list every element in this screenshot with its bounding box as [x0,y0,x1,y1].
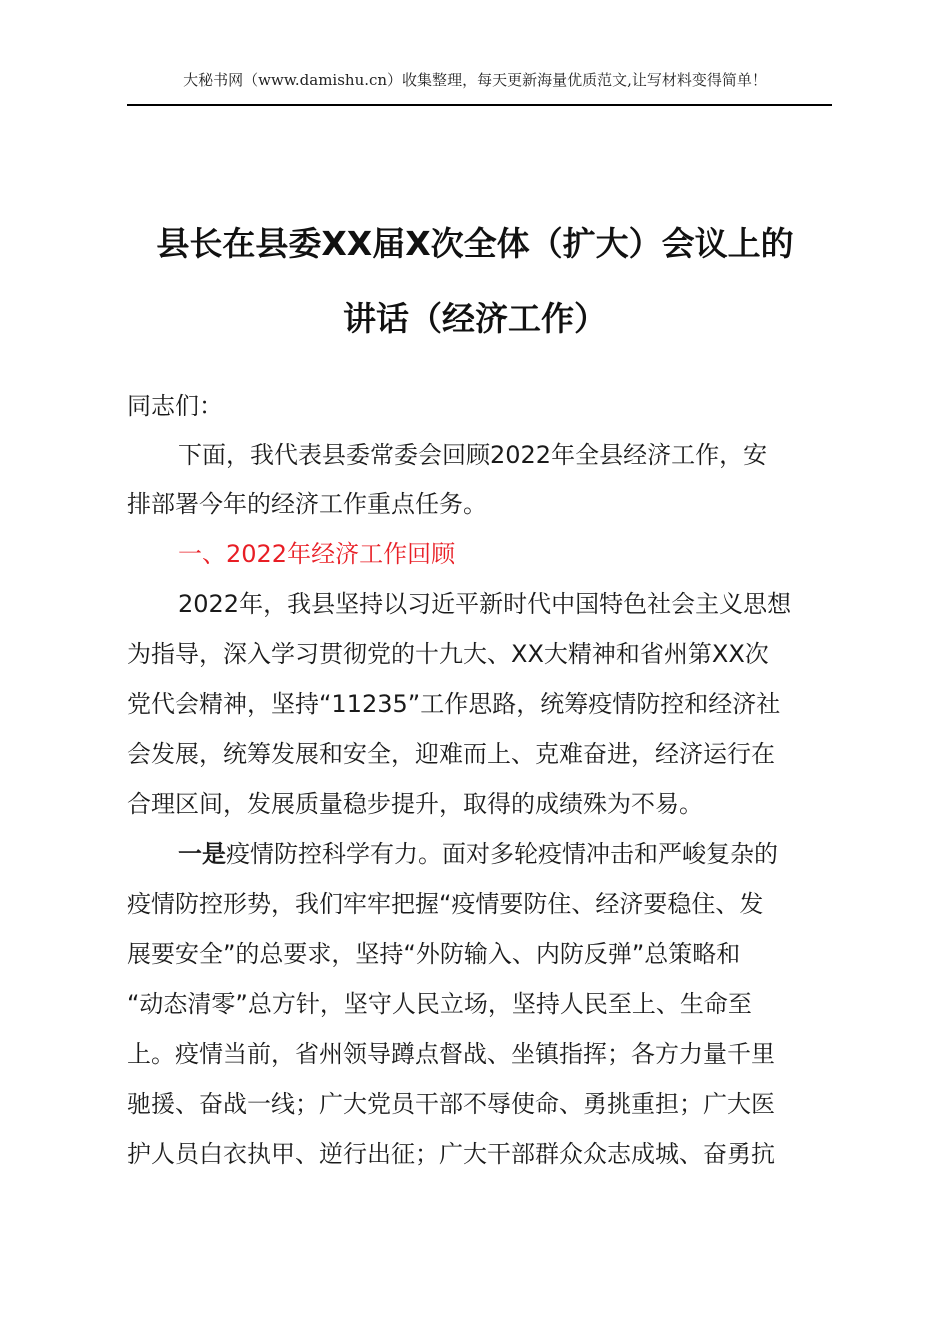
paragraph-line: 会发展，统筹发展和安全，迎难而上、克难奋进，经济运行在 [127,740,775,768]
paragraph-line-text: 疫情防控科学有力。面对多轮疫情冲击和严峻复杂的 [226,840,778,868]
paragraph-line: 上。疫情当前，省州领导蹲点督战、坐镇指挥；各方力量千里 [127,1040,775,1068]
paragraph-line: 疫情防控形势，我们牢牢把握“疫情要防住、经济要稳住、发 [127,890,764,918]
paragraph-line: 合理区间，发展质量稳步提升，取得的成绩殊为不易。 [127,790,703,818]
salutation: 同志们： [127,392,223,420]
intro-line: 下面，我代表县委常委会回顾2022年全县经济工作，安 [178,441,768,469]
paragraph-line: 党代会精神，坚持“11235”工作思路，统筹疫情防控和经济社 [127,690,781,718]
document-title-line-2: 讲话（经济工作） [343,299,607,338]
paragraph-line: 2022年，我县坚持以习近平新时代中国特色社会主义思想 [178,590,792,618]
header-divider [127,104,832,106]
paragraph-line: 为指导，深入学习贯彻党的十九大、XX大精神和省州第XX次 [127,640,769,668]
section-heading: 一、2022年经济工作回顾 [178,540,456,568]
paragraph-first-line [178,838,778,870]
paragraph-lead: 一是 [178,840,226,868]
paragraph-line: 护人员白衣执甲、逆行出征；广大干部群众众志成城、奋勇抗 [127,1140,775,1168]
paragraph-line: 展要安全”的总要求，坚持“外防输入、内防反弹”总策略和 [127,940,741,968]
paragraph-line: “动态清零”总方针，坚守人民立场，坚持人民至上、生命至 [127,990,752,1018]
document-title-line-1: 县长在县委XX届X次全体（扩大）会议上的 [156,224,794,263]
header-note: 大秘书网（www.damishu.cn）收集整理，每天更新海量优质范文,让写材料变得简单！ [183,71,767,89]
paragraph-line: 驰援、奋战一线；广大党员干部不辱使命、勇挑重担；广大医 [127,1090,775,1118]
intro-line: 排部署今年的经济工作重点任务。 [127,490,487,518]
